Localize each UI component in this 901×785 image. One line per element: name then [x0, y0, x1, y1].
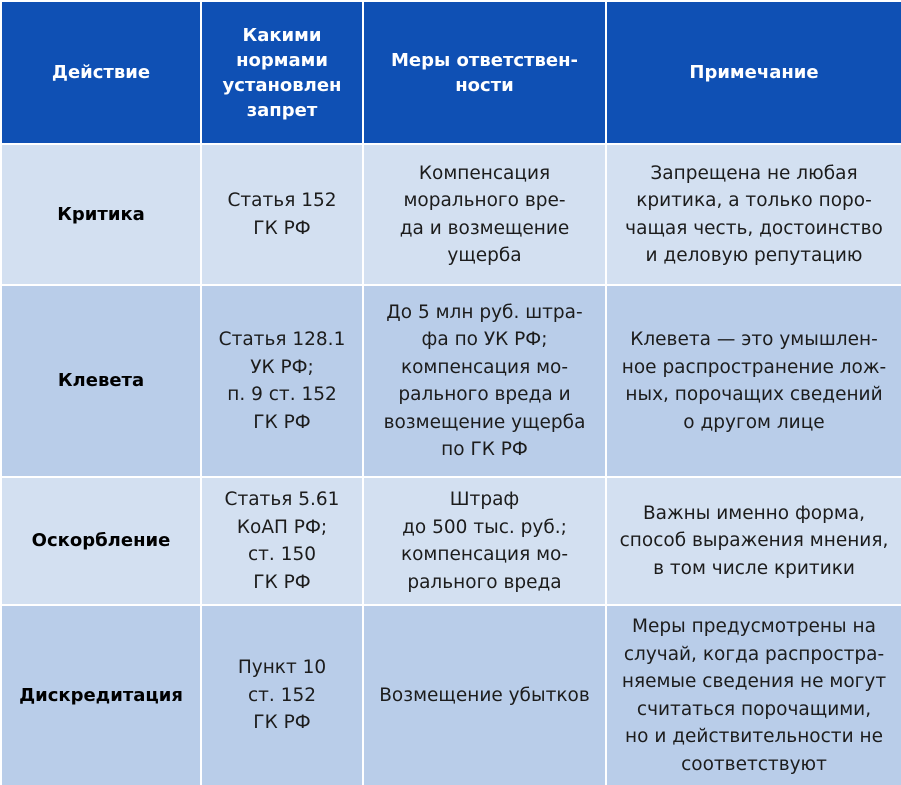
- cell-action: Оскорбление: [1, 477, 201, 605]
- cell-action: Клевета: [1, 285, 201, 477]
- cell-note: Меры предусмотрены на случай, когда распростра- няемые сведения не могут считаться порочащими, но и действительности не соответствуют: [606, 605, 901, 785]
- header-action: Действие: [1, 1, 201, 144]
- table-body: [1, 144, 901, 785]
- cell-measures: До 5 млн руб. штра- фа по УК РФ; компенсация мо- рального вреда и возмещение ущерба по ГК РФ: [363, 285, 606, 477]
- table-header: [1, 1, 901, 144]
- cell-norms: Статья 128.1 УК РФ; п. 9 ст. 152 ГК РФ: [201, 285, 363, 477]
- cell-note: Запрещена не любая критика, а только поро- чащая честь, достоинство и деловую репутацию: [606, 144, 901, 285]
- table-row: [1, 605, 901, 785]
- cell-norms: Пункт 10 ст. 152 ГК РФ: [201, 605, 363, 785]
- cell-action: Критика: [1, 144, 201, 285]
- cell-measures: Возмещение убытков: [363, 605, 606, 785]
- cell-note: Важны именно форма, способ выражения мнения, в том числе критики: [606, 477, 901, 605]
- cell-norms: Статья 152 ГК РФ: [201, 144, 363, 285]
- cell-measures: Компенсация морального вре- да и возмещение ущерба: [363, 144, 606, 285]
- header-norms: Какими нормами установлен запрет: [201, 1, 363, 144]
- table-row: [1, 477, 901, 605]
- table-row: [1, 285, 901, 477]
- header-measures: Меры ответствен- ности: [363, 1, 606, 144]
- header-row: [1, 1, 901, 144]
- cell-action: Дискредитация: [1, 605, 201, 785]
- cell-norms: Статья 5.61 КоАП РФ; ст. 150 ГК РФ: [201, 477, 363, 605]
- cell-note: Клевета — это умышлен- ное распространение лож- ных, порочащих сведений о другом лице: [606, 285, 901, 477]
- table-row: [1, 144, 901, 285]
- cell-measures: Штраф до 500 тыс. руб.; компенсация мо- рального вреда: [363, 477, 606, 605]
- header-note: Примечание: [606, 1, 901, 144]
